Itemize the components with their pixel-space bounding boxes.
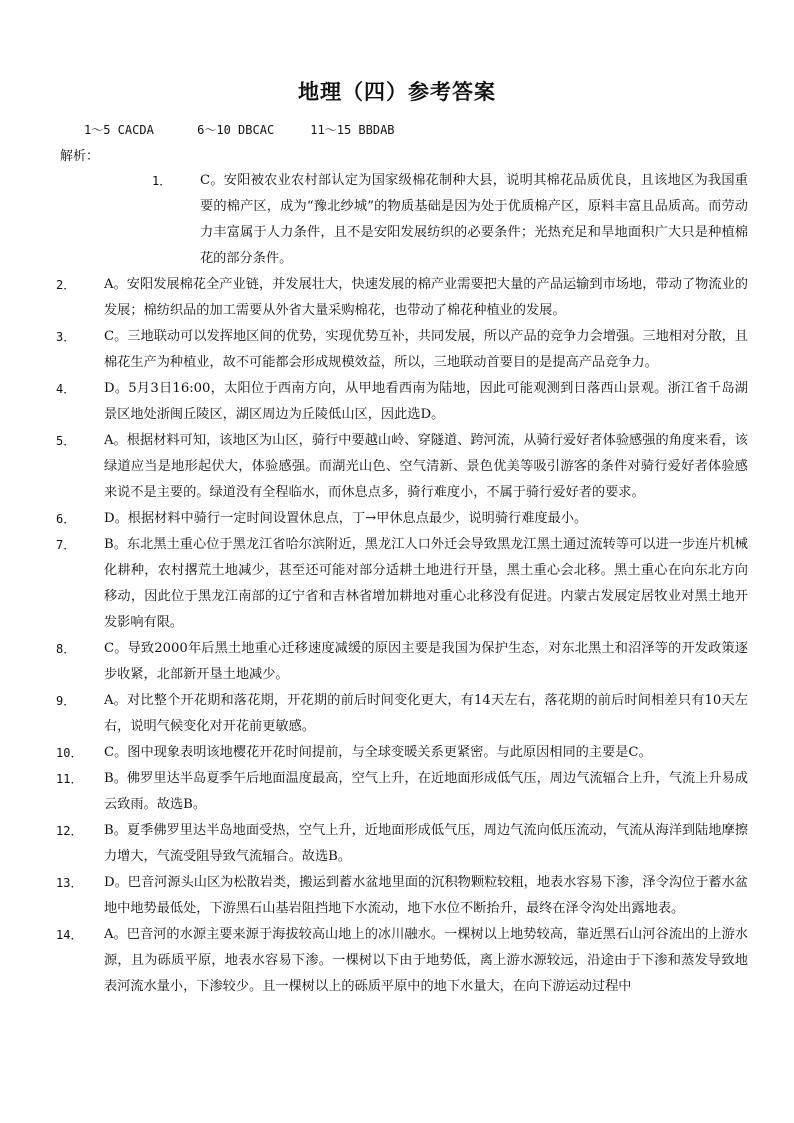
item-number: 5．	[56, 434, 76, 448]
analysis-item	[56, 324, 748, 376]
item-text: C。图中现象表明该地樱花开花时间提前，与全球变暖关系更紧密。与此原因相同的主要是C。	[104, 745, 652, 760]
analysis-list	[56, 168, 748, 1000]
analysis-item	[56, 740, 748, 766]
item-number: 14．	[56, 928, 83, 942]
item-text: D。巴音河源头山区为松散岩类，搬运到蓄水盆地里面的沉积物颗粒较粗，地表水容易下渗，泽令沟位于蓄水盆地中地势最低处，下游黑石山基岩阻挡地下水流动，地下水位不断抬升，最终在泽令沟处出露地表。	[104, 875, 748, 916]
analysis-item	[56, 922, 748, 1000]
item-text: B。佛罗里达半岛夏季午后地面温度最高，空气上升，在近地面形成低气压，周边气流辐合上升，气流上升易成云致雨。故选B。	[104, 771, 748, 812]
analysis-item	[56, 272, 748, 324]
item-number: 3．	[56, 330, 76, 344]
analysis-item	[56, 766, 748, 818]
item-text: D。5月3日16:00，太阳位于西南方向，从甲地看西南为陆地，因此可能观测到日落西山景观。浙江省千岛湖景区地处浙闽丘陵区，湖区周边为丘陵低山区，因此选D。	[104, 381, 748, 422]
item-number: 2．	[56, 278, 76, 292]
analysis-item	[56, 818, 748, 870]
item-number: 11．	[56, 772, 83, 786]
item-text: B。夏季佛罗里达半岛地面受热，空气上升，近地面形成低气压，周边气流向低压流动，气流从海洋到陆地摩擦力增大，气流受阻导致气流辐合。故选B。	[104, 823, 748, 864]
item-text: A。安阳发展棉花全产业链，并发展壮大，快速发展的棉产业需要把大量的产品运输到市场地，带动了物流业的发展；棉纺织品的加工需要从外省大量采购棉花，也带动了棉花种植业的发展。	[104, 277, 748, 318]
item-text: C。安阳被农业农村部认定为国家级棉花制种大县，说明其棉花品质优良，且该地区为我国重要的棉产区，成为“豫北纱城”的物质基础是因为处于优质棉产区，原料丰富且品质高。而劳动力丰富属于人力条件，且不是安阳发展纺织的必要条件；光热充足和旱地面积广大只是种植棉花的部分条件。	[200, 173, 748, 266]
item-number: 10．	[56, 746, 83, 760]
item-text: A。对比整个开花期和落花期，开花期的前后时间变化更大，有14天左右，落花期的前后时间相差只有10天左右，说明气候变化对开花前更敏感。	[104, 693, 748, 734]
item-text: A。巴音河的水源主要来源于海拔较高山地上的冰川融水。一棵树以上地势较高，靠近黑石山河谷流出的上游水源，且为砾质平原，地表水容易下渗。一棵树以下由于地势低，离上游水源较远，沿途由于下渗和蒸发导致地表河流水量小，下渗较少。且一棵树以上的砾质平原中的地下水量大，在向下游运动过程中	[104, 927, 748, 994]
analysis-item	[56, 376, 748, 428]
analysis-item	[56, 428, 748, 506]
item-number: 9．	[56, 694, 76, 708]
item-text: C。三地联动可以发挥地区间的优势，实现优势互补，共同发展，所以产品的竞争力会增强。三地相对分散，且棉花生产为种植业，故不可能都会形成规模效益，所以，三地联动首要目的是提高产品竞争力。	[104, 329, 748, 370]
item-text: B。东北黑土重心位于黑龙江省哈尔滨附近，黑龙江人口外迁会导致黑龙江黑土通过流转等可以进一步连片机械化耕种，农村撂荒土地减少，甚至还可能对部分适耕土地进行开垦，黑土重心会北移。黑土重心在向东北方向移动，因此位于黑龙江南部的辽宁省和吉林省增加耕地对重心北移没有促进。内蒙古发展定居牧业对黑土地开发影响有限。	[104, 537, 748, 630]
analysis-item	[56, 506, 748, 532]
item-number: 8．	[56, 642, 76, 656]
analysis-item	[56, 168, 748, 272]
item-number: 12．	[56, 824, 83, 838]
item-number: 4．	[56, 382, 76, 396]
item-number: 7．	[56, 538, 76, 552]
item-number: 13．	[56, 876, 83, 890]
analysis-item	[56, 532, 748, 636]
analysis-item	[56, 870, 748, 922]
answer-key-line: 1～5 CACDA 6～10 DBCAC 11～15 BBDAB	[84, 123, 395, 137]
analysis-item	[56, 636, 748, 688]
analysis-label: 解析：	[60, 149, 100, 164]
item-text: D。根据材料中骑行一定时间设置休息点，丁→甲休息点最少，说明骑行难度最小。	[104, 511, 588, 526]
item-text: C。导致2000年后黑土地重心迁移速度减缓的原因主要是我国为保护生态，对东北黑土和沼泽等的开发政策逐步收紧，北部新开垦土地减少。	[104, 641, 748, 682]
page-title: 地理（四）参考答案	[298, 80, 496, 104]
item-number: 6．	[56, 512, 76, 526]
item-text: A。根据材料可知，该地区为山区，骑行中要越山岭、穿隧道、跨河流，从骑行爱好者体验感强的角度来看，该绿道应当是地形起伏大，体验感强。而湖光山色、空气清新、景色优美等吸引游客的条件对骑行爱好者体验感来说不是主要的。绿道没有全程临水，而休息点多，骑行难度小，不属于骑行爱好者的要求。	[104, 433, 748, 500]
item-number: 1．	[152, 174, 172, 188]
analysis-item	[56, 688, 748, 740]
